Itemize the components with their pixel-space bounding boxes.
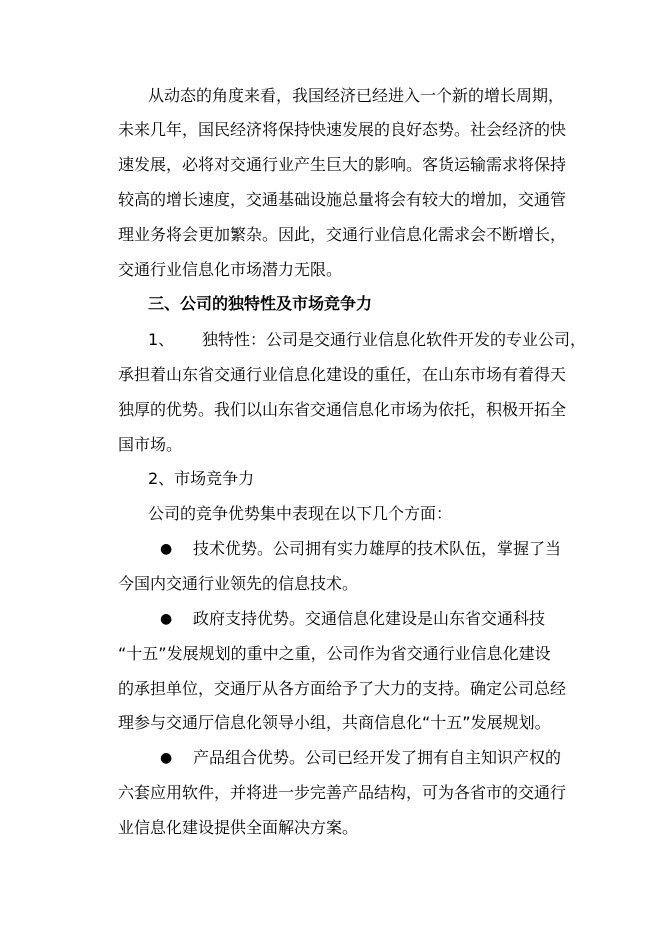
paragraph-line: 交通行业信息化市场潜力无限。	[118, 260, 343, 279]
item-label: 2、市场竞争力	[148, 469, 255, 488]
intro-line: 公司的竞争优势集中表现在以下几个方面：	[148, 504, 453, 523]
bullet-dot-icon: ●	[160, 541, 173, 557]
bullet-line: “十五”发展规划的重中之重，公司作为省交通行业信息化建设	[118, 644, 551, 663]
bullet-line: 的承担单位，交通厅从各方面给予了大力的支持。确定公司总经	[118, 679, 567, 698]
item-line: 独厚的优势。我们以山东省交通信息化市场为依托，积极开拓全	[118, 400, 567, 419]
section-heading: 三、公司的独特性及市场竞争力	[148, 294, 373, 313]
item-line: 国市场。	[118, 435, 183, 454]
item-line: 独特性：公司是交通行业信息化软件开发的专业公司，	[202, 330, 587, 349]
item-number: 1、	[148, 330, 175, 349]
bullet-line: 政府支持优势。交通信息化建设是山东省交通科技	[193, 609, 546, 628]
bullet-line: 产品组合优势。公司已经开发了拥有自主知识产权的	[193, 748, 562, 767]
paragraph-line: 未来几年，国民经济将保持快速发展的良好态势。社会经济的快	[118, 120, 567, 139]
paragraph-line: 速发展，必将对交通行业产生巨大的影响。客货运输需求将保持	[118, 155, 567, 174]
bullet-line: 技术优势。公司拥有实力雄厚的技术队伍，掌握了当	[193, 539, 562, 558]
paragraph-line: 从动态的角度来看，我国经济已经进入一个新的增长周期，	[148, 86, 565, 105]
bullet-line: 业信息化建设提供全面解决方案。	[118, 818, 359, 837]
paragraph-line: 理业务将会更加繁杂。因此，交通行业信息化需求会不断增长，	[118, 225, 567, 244]
bullet-line: 理参与交通厅信息化领导小组，共商信息化“十五”发展规划。	[118, 713, 551, 732]
item-line: 承担着山东省交通行业信息化建设的重任，在山东市场有着得天	[118, 365, 567, 384]
bullet-line: 六套应用软件，并将进一步完善产品结构，可为各省市的交通行	[118, 783, 567, 802]
bullet-line: 今国内交通行业领先的信息技术。	[118, 574, 359, 593]
bullet-dot-icon: ●	[160, 611, 173, 627]
bullet-dot-icon: ●	[160, 750, 173, 766]
paragraph-line: 较高的增长速度，交通基础设施总量将会有较大的增加，交通管	[118, 190, 567, 209]
